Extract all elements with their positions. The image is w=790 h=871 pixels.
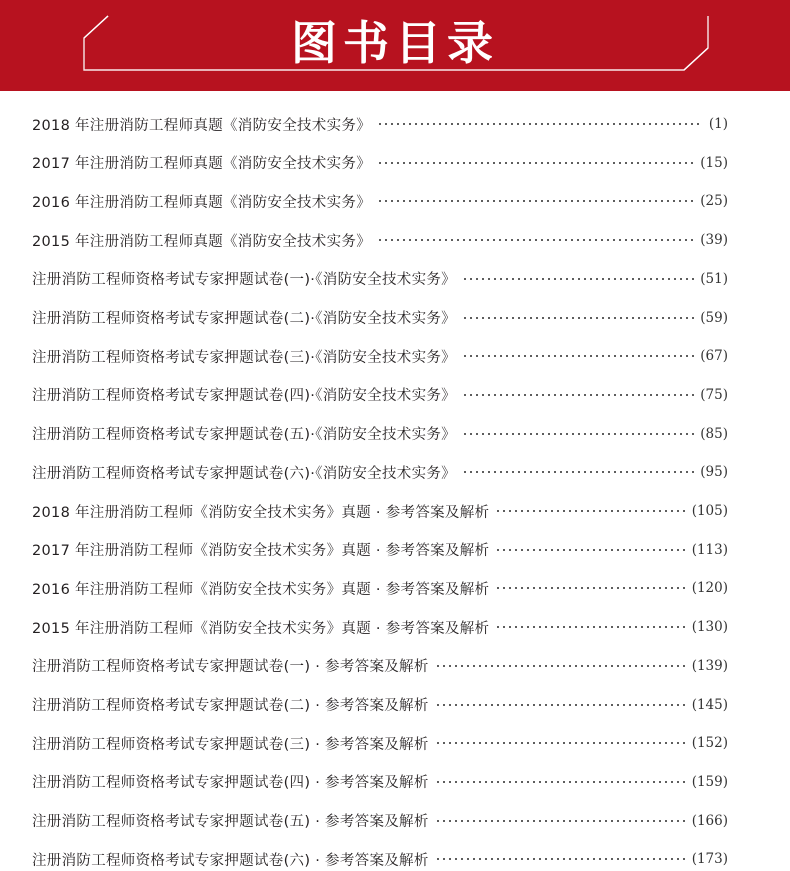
dot-leader [462,394,694,396]
header-banner [0,0,790,91]
toc-entry[interactable] [32,267,728,291]
toc-entry-title: 2018 年注册消防工程师《消防安全技术实务》真题 · 参考答案及解析 [32,504,490,521]
toc-entry-title: 注册消防工程师资格考试专家押题试卷(一) · 参考答案及解析 [32,659,429,676]
toc-entry[interactable] [32,538,728,562]
toc-entry-title: 注册消防工程师资格考试专家押题试卷(六)·《消防安全技术实务》 [32,465,456,482]
toc-entry-title: 2018 年注册消防工程师真题《消防安全技术实务》 [32,117,372,134]
toc-entry[interactable] [32,499,728,523]
toc-entry-page-number: (75) [700,386,728,403]
toc-entry-page-number: (51) [700,270,728,287]
dot-leader [462,278,694,280]
dot-leader [377,200,694,202]
toc-entry-title: 注册消防工程师资格考试专家押题试卷(四)·《消防安全技术实务》 [32,388,456,405]
toc-entry[interactable] [32,847,728,871]
toc-entry-page-number: (25) [700,193,728,210]
dot-leader [462,471,694,473]
toc-entry-page-number: (120) [691,580,728,597]
toc-entry-page-number: (166) [691,812,728,829]
dot-leader [495,549,685,551]
toc-entry-title: 注册消防工程师资格考试专家押题试卷(二) · 参考答案及解析 [32,698,429,714]
toc-entry-title: 注册消防工程师资格考试专家押题试卷(三)·《消防安全技术实务》 [32,349,456,366]
toc-entry[interactable] [32,654,728,678]
toc-entry-title: 注册消防工程师资格考试专家押题试卷(三) · 参考答案及解析 [32,736,429,753]
dot-leader [495,510,685,512]
toc-entry-page-number: (139) [691,657,728,674]
toc-entry-page-number: (145) [691,696,728,713]
dot-leader [495,626,685,628]
page-title: 图书目录 [291,16,499,70]
toc-entry-title: 2017 年注册消防工程师《消防安全技术实务》真题 · 参考答案及解析 [32,543,490,560]
toc-entry-page-number: (113) [691,541,728,558]
toc-entry-title: 注册消防工程师资格考试专家押题试卷(二)·《消防安全技术实务》 [32,311,456,327]
dot-leader [377,123,703,125]
toc-entry-page-number: (39) [700,232,728,249]
dot-leader [377,162,694,164]
toc-entry-page-number: (173) [691,851,728,868]
toc-entry-title: 2016 年注册消防工程师真题《消防安全技术实务》 [32,194,372,211]
toc-entry-title: 2016 年注册消防工程师《消防安全技术实务》真题 · 参考答案及解析 [32,581,490,598]
toc-entry[interactable] [32,383,728,407]
toc-entry-page-number: (15) [700,154,728,171]
dot-leader [377,239,694,241]
toc-entry-page-number: (159) [691,773,728,790]
toc-entry-title: 2015 年注册消防工程师《消防安全技术实务》真题 · 参考答案及解析 [32,620,490,637]
dot-leader [435,704,686,706]
toc-entry[interactable] [32,189,728,213]
toc-entry-page-number: (1) [708,116,728,132]
toc-entry[interactable] [32,576,728,600]
toc-entry-page-number: (67) [700,348,728,365]
toc-entry[interactable] [32,422,728,446]
toc-entry[interactable] [32,770,728,794]
toc-entry[interactable] [32,228,728,252]
toc-entry-page-number: (105) [691,503,728,519]
dot-leader [435,820,686,822]
toc-entry[interactable] [32,460,728,484]
dot-leader [462,317,694,319]
toc-entry[interactable] [32,693,728,717]
toc-entry[interactable] [32,809,728,833]
dot-leader [435,665,686,667]
toc-entry-title: 注册消防工程师资格考试专家押题试卷(五)·《消防安全技术实务》 [32,427,456,444]
toc-entry-title: 注册消防工程师资格考试专家押题试卷(五) · 参考答案及解析 [32,814,429,831]
dot-leader [462,433,694,435]
toc-entry[interactable] [32,112,728,136]
dot-leader [435,742,686,744]
toc-entry[interactable] [32,731,728,755]
toc-entry-page-number: (95) [700,464,728,481]
toc-entry-page-number: (152) [691,735,728,752]
dot-leader [495,587,685,589]
toc-entry-page-number: (130) [691,619,728,636]
dot-leader [435,781,686,783]
toc-entry-title: 注册消防工程师资格考试专家押题试卷(四) · 参考答案及解析 [32,775,429,792]
toc-entry-title: 注册消防工程师资格考试专家押题试卷(六) · 参考答案及解析 [32,852,429,869]
toc-entry-page-number: (85) [700,425,728,442]
toc-entry[interactable] [32,306,728,330]
dot-leader [462,355,694,357]
toc-entry-title: 2017 年注册消防工程师真题《消防安全技术实务》 [32,156,372,173]
toc-entry[interactable] [32,615,728,639]
toc-entry[interactable] [32,151,728,175]
toc-entry-page-number: (59) [700,309,728,326]
dot-leader [435,858,686,860]
toc-entry[interactable] [32,344,728,368]
toc-entry-title: 2015 年注册消防工程师真题《消防安全技术实务》 [32,233,372,250]
toc-entry-title: 注册消防工程师资格考试专家押题试卷(一)·《消防安全技术实务》 [32,272,456,289]
